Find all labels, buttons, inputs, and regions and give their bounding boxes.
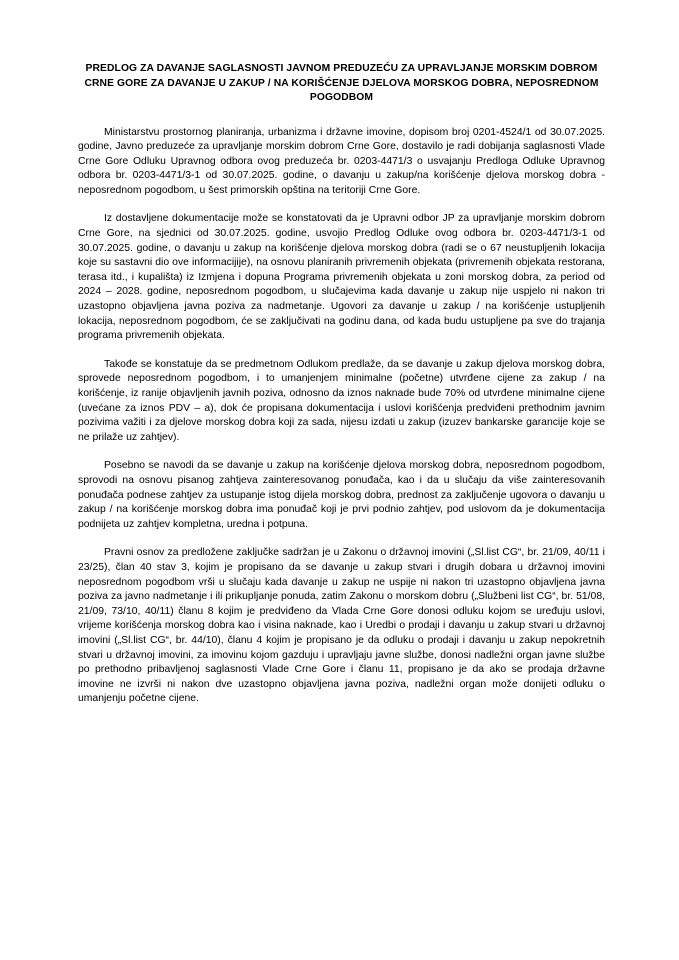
paragraph-1: Ministarstvu prostornog planiranja, urbanizma i državne imovine, dopisom broj 0201-4524/1 od 30.07.2025. godine, Javno preduzeće za upravljanje morskim dobrom Crne Gore, dostavilo je radi dobijanja saglasnosti Vlade Crne Gore Odluku Upravnog odbora ovog preduzeća br. 0203-4471/3 o usvajanju Predloga Odluke Upravnog odbora br. 0203-4471/3-1 od 30.07.2025. godine, o davanju u zakup/na korišćenje djelova morskog dobra - neposrednom pogodbom, u šest primorskih opština na teritoriji Crne Gore.	[78, 126, 605, 196]
paragraph-5: Pravni osnov za predložene zaključke sadržan je u Zakonu o državnoj imovini („Sl.list CG“, br. 21/09, 40/11 i 23/25), član 40 stav 3, kojim je propisano da se davanje u zakup stvari i drugih dobara u državnoj imovini neposrednom pogodbom vrši u slučaju kada davanje u zakup ne uspije ni nakon tri uzastopno objavljena javna poziva za javno nadmetanje i ili prikupljanje ponuda, zatim Zakonu o morskom dobru („Službeni list CG“, br. 51/08, 21/09, 73/10, 40/11) članu 8 kojim je predviđeno da Vlada Crne Gore donosi odluku kojom se uređuju uslovi, vrijeme korišćenja morskog dobra kao i visina naknade, kao i Uredbi o prodaji i davanju u zakup stvari u državnoj imovini („Sl.list CG“, br. 44/10), članu 4 kojim je propisano je da odluku o prodaji i davanju u zakup nepokretnih stvari u državnoj imovini, za imovinu kojom gazduju i upravljaju javne službe, donosi nadležni organ javne službe po prethodno pribavljenoj saglasnosti Vlade Crne Gore i članu 11, propisano je da ako se prodaja državne imovine ne izvrši ni nakon dve uzastopno objavljena javna poziva, nadležni organ može donijeti odluku o umanjenju početne cijene.	[78, 547, 605, 705]
paragraph-4: Posebno se navodi da se davanje u zakup na korišćenje djelova morskog dobra, neposrednom pogodbom, sprovodi na osnovu pisanog zahtjeva zainteresovanog ponuđača, kao i da u slučaju da više zainteresovanih ponuđača podnese zahtjev za ustupanje istog dijela morskog dobra, prednost za zaključenje ugovora o davanju u zakup / na korišćenje morskog dobra ima ponuđač koji je prvi podnio zahtjev, pod uslovom da je dokumentacija podnijeta uz zahtjev kompletna, uredna i potpuna.	[78, 460, 605, 530]
page-title: PREDLOG ZA DAVANJE SAGLASNOSTI JAVNOM PREDUZEĆU ZA UPRAVLJANJE MORSKIM DOBROM CRNE GORE ZA DAVANJE U ZAKUP / NA KORIŠĆENJE DJELOVA MORSKOG DOBRA, NEPOSREDNOM POGODBOM	[84, 63, 599, 103]
paragraph-2: Iz dostavljene dokumentacije može se konstatovati da je Upravni odbor JP za upravljanje morskim dobrom Crne Gore, na sjednici od 30.07.2025. godine, usvojio Predlog Odluke ovog odbora br. 0203-4471/3-1 od 30.07.2025. godine, o davanju u zakup na korišćenje djelova morskog dobra (radi se o 67 neustupljenih lokacija koje su sastavni dio ove informacijije), na osnovu planiranih privremenih objekata (privremenih objekata restorana, terasa itd., i kupališta) iz Izmjena i dopuna Programa privremenih objekata u zoni morskog dobra, za period od 2024 – 2028. godine, neposrednom pogodbom, u slučajevima kada davanje u zakup nije uspjelo ni nakon tri uzastopno objavljena javna poziva za nadmetanje. Ugovori za davanje u zakup / na korišćenje ustupljenih lokacija, neposrednom pogodbom, će se zaključivati na godinu dana, od kada budu ustupljene pa sve do trajanja programa privremenih objekata.	[78, 213, 605, 342]
document-body	[78, 62, 605, 707]
paragraph-3: Takođe se konstatuje da se predmetnom Odlukom predlaže, da se davanje u zakup djelova morskog dobra, sprovede neposrednom pogodbom, i to umanjenjem minimalne (početne) utvrđene cijene za zakup / na korišćenje, iz ranije objavljenih javnih poziva, odnosno da iznos naknade bude 70% od utvrđene minimalne cijene (uvećane za iznos PDV – a), dok će propisana dokumentacija i uslovi korišćenja predviđeni prethodnim javnim pozivima važiti i za djelove morskog dobra koji za sada, nijesu izdati u zakup (izuzev bankarske garancije koje se ne prilaže uz zahtjev).	[78, 358, 605, 443]
